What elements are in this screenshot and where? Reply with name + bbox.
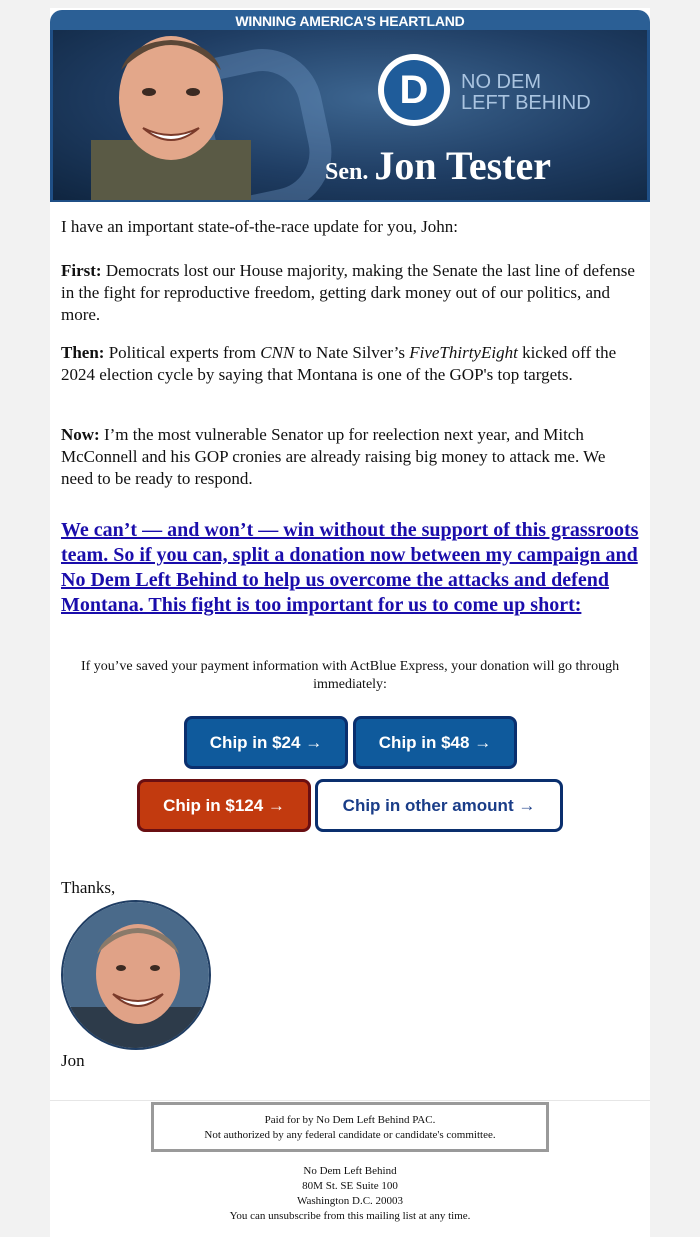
footer-city: Washington D.C. 20003: [296, 1195, 404, 1207]
signoff-name: Jon: [61, 1051, 85, 1070]
footer-divider: [50, 1100, 650, 1101]
paid-for-line: Paid for by No Dem Left Behind PAC.: [264, 1114, 436, 1126]
senator-name-title: [325, 142, 645, 189]
then-paragraph: [61, 342, 639, 386]
chip-in-other-amount-button[interactable]: Chip in other amount →: [315, 779, 563, 832]
intro-paragraph: I have an important state-of-the-race update for you, John:: [61, 217, 458, 236]
header-tagline: WINNING AMERICA'S HEARTLAND: [50, 10, 650, 32]
footer-unsubscribe[interactable]: You can unsubscribe from this mailing list at any time.: [229, 1210, 471, 1222]
logo-line-1: NO DEM: [461, 71, 541, 93]
chip-in-24-button[interactable]: Chip in $24 →: [184, 716, 348, 769]
no-dem-left-behind-logo: [378, 54, 450, 126]
chip-in-124-button[interactable]: Chip in $124 →: [137, 779, 311, 832]
then-text-2: to Nate Silver’s: [294, 343, 410, 362]
logo-line-2: LEFT BEHIND: [461, 92, 591, 114]
footer-street: 80M St. SE Suite 100: [302, 1180, 398, 1192]
title-prefix: Sen.: [325, 159, 369, 185]
email-card: [50, 8, 650, 1237]
then-label: Then:: [61, 343, 105, 362]
email-page: [9, 8, 691, 1237]
senator-avatar: [61, 900, 211, 1050]
chip-in-48-button[interactable]: Chip in $48 →: [353, 716, 517, 769]
logo-d-icon: D: [384, 60, 444, 120]
header-banner: [50, 30, 650, 202]
now-text: I’m the most vulnerable Senator up for reelection next year, and Mitch McConnell and his GOP cronies are already raising big money to attack me. We need to be ready to respond.: [61, 425, 606, 488]
header-banner-art: [53, 30, 647, 200]
first-text: Democrats lost our House majority, making the Senate the last line of defense in the fight for reproductive freedom, getting dark money out of our politics, and more.: [61, 261, 635, 324]
actblue-express-note: If you’ve saved your payment information with ActBlue Express, your donation will go through immediately:: [80, 659, 620, 692]
avatar-portrait: [63, 902, 211, 1050]
footer-org: No Dem Left Behind: [303, 1165, 397, 1177]
not-authorized-line: Not authorized by any federal candidate or candidate's committee.: [204, 1129, 496, 1141]
then-source-2: FiveThirtyEight: [409, 343, 518, 362]
thanks-text: Thanks,: [61, 878, 116, 897]
senator-photo: [91, 30, 251, 200]
first-paragraph: [61, 260, 639, 326]
then-text-3: kicked off the 2024 election cycle by saying that Montana is one of the GOP's top targets.: [61, 343, 617, 384]
now-label: Now:: [61, 425, 100, 444]
now-paragraph: [61, 424, 639, 490]
donation-cta-link[interactable]: We can’t — and won’t — win without the support of this grassroots team. So if you can, split a donation now between my campaign and No Dem Left Behind to help us overcome the attacks and defend Montana. This fight is too important for us to come up short:: [61, 519, 639, 616]
first-label: First:: [61, 261, 102, 280]
then-source-1: CNN: [260, 343, 295, 362]
logo-text: [461, 72, 631, 114]
paid-for-disclaimer: [151, 1102, 549, 1152]
title-name: Jon Tester: [374, 143, 552, 188]
then-text-1: Political experts from: [104, 343, 261, 362]
footer-address: [50, 1164, 650, 1224]
